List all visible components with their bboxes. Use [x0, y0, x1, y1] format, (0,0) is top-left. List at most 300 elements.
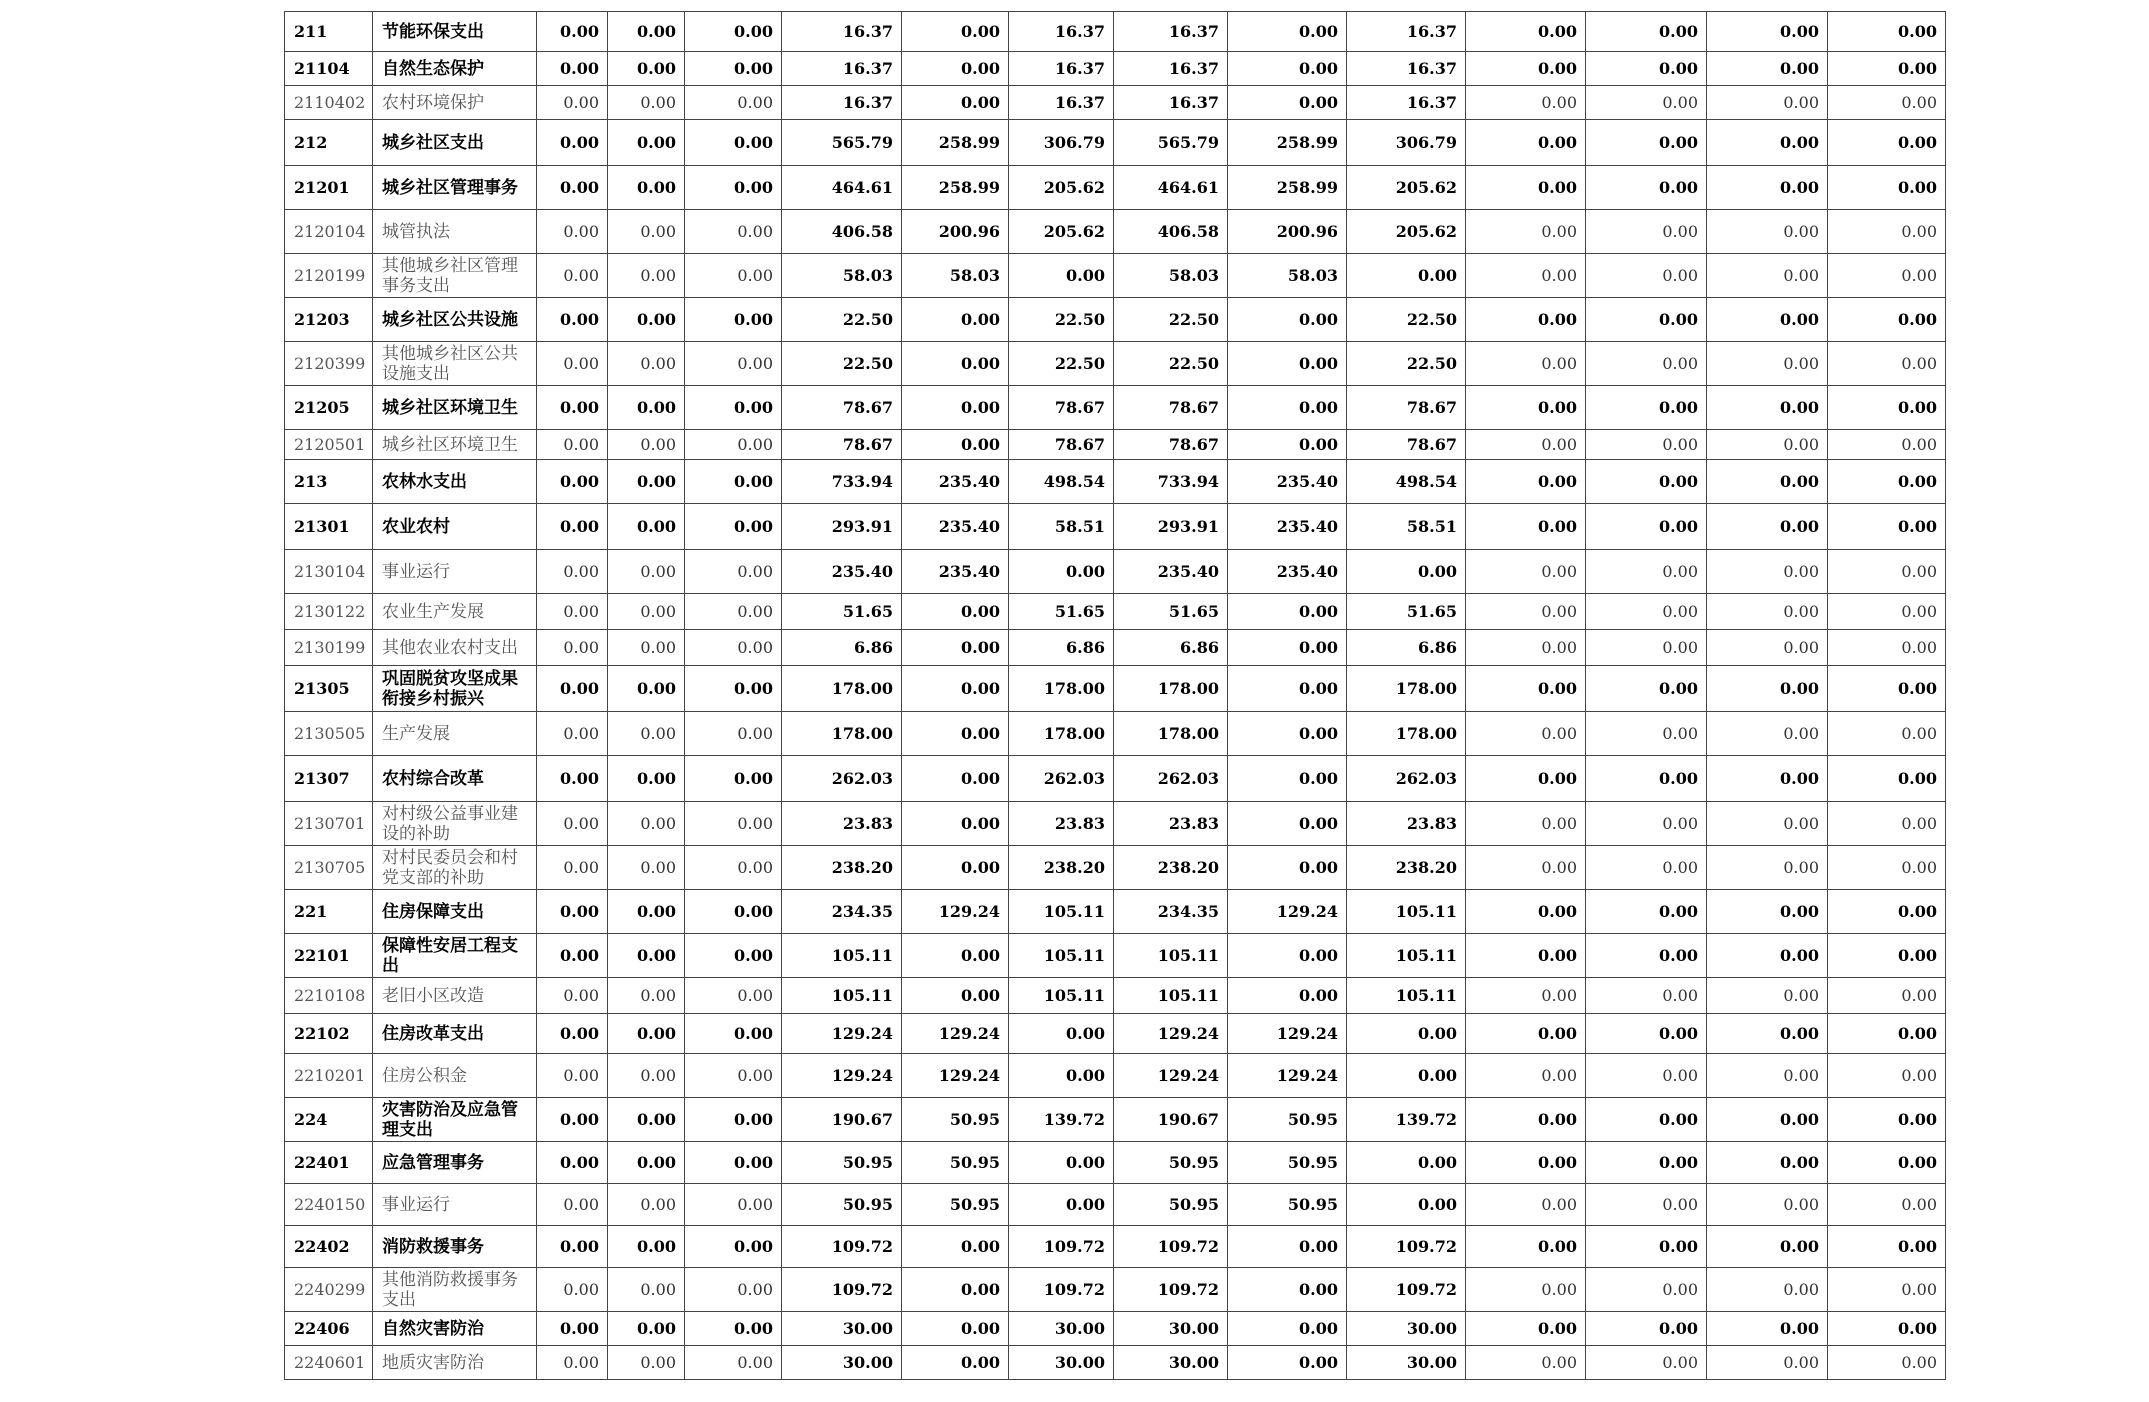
amount-cell: 58.03	[1114, 254, 1228, 298]
amount-cell: 733.94	[782, 460, 902, 504]
amount-cell: 0.00	[537, 12, 608, 52]
subject-code-cell: 21307	[285, 756, 373, 802]
amount-cell: 0.00	[1828, 430, 1946, 460]
amount-cell: 0.00	[685, 802, 782, 846]
amount-cell: 0.00	[537, 1268, 608, 1312]
amount-cell: 109.72	[1009, 1226, 1114, 1268]
amount-cell: 0.00	[1707, 1184, 1828, 1226]
amount-cell: 0.00	[1828, 978, 1946, 1014]
amount-cell: 190.67	[782, 1098, 902, 1142]
amount-cell: 0.00	[1707, 712, 1828, 756]
amount-cell: 51.65	[1009, 594, 1114, 630]
amount-cell: 0.00	[902, 12, 1009, 52]
amount-cell: 0.00	[537, 430, 608, 460]
subject-code-cell: 2120501	[285, 430, 373, 460]
amount-cell: 306.79	[1009, 120, 1114, 166]
amount-cell: 0.00	[902, 934, 1009, 978]
amount-cell: 235.40	[1228, 504, 1347, 550]
amount-cell: 51.65	[1347, 594, 1466, 630]
amount-cell: 0.00	[1347, 550, 1466, 594]
amount-cell: 0.00	[1466, 430, 1586, 460]
subject-name-cell: 农业农村	[373, 504, 537, 550]
amount-cell: 109.72	[1114, 1268, 1228, 1312]
table-row	[285, 460, 1946, 504]
subject-name-cell: 城管执法	[373, 210, 537, 254]
amount-cell: 0.00	[608, 934, 685, 978]
amount-cell: 0.00	[1586, 1142, 1707, 1184]
amount-cell: 258.99	[902, 166, 1009, 210]
amount-cell: 498.54	[1347, 460, 1466, 504]
amount-cell: 0.00	[902, 430, 1009, 460]
table-row	[285, 1098, 1946, 1142]
amount-cell: 0.00	[1228, 802, 1347, 846]
amount-cell: 235.40	[902, 504, 1009, 550]
subject-name-cell: 城乡社区支出	[373, 120, 537, 166]
amount-cell: 16.37	[782, 52, 902, 86]
table-row	[285, 166, 1946, 210]
amount-cell: 0.00	[1586, 1346, 1707, 1380]
amount-cell: 0.00	[1228, 342, 1347, 386]
amount-cell: 0.00	[685, 254, 782, 298]
amount-cell: 0.00	[537, 756, 608, 802]
amount-cell: 0.00	[608, 712, 685, 756]
amount-cell: 0.00	[537, 1346, 608, 1380]
amount-cell: 0.00	[537, 630, 608, 666]
subject-name-cell: 地质灾害防治	[373, 1346, 537, 1380]
amount-cell: 0.00	[608, 1268, 685, 1312]
amount-cell: 262.03	[1114, 756, 1228, 802]
amount-cell: 178.00	[1347, 712, 1466, 756]
subject-name-cell: 农村综合改革	[373, 756, 537, 802]
amount-cell: 178.00	[1114, 666, 1228, 712]
amount-cell: 78.67	[1347, 430, 1466, 460]
amount-cell: 0.00	[608, 254, 685, 298]
amount-cell: 0.00	[608, 386, 685, 430]
amount-cell: 0.00	[1828, 460, 1946, 504]
amount-cell: 0.00	[537, 120, 608, 166]
amount-cell: 0.00	[1828, 630, 1946, 666]
amount-cell: 0.00	[685, 386, 782, 430]
amount-cell: 0.00	[1466, 254, 1586, 298]
amount-cell: 0.00	[1009, 1184, 1114, 1226]
amount-cell: 16.37	[782, 86, 902, 120]
amount-cell: 0.00	[1828, 846, 1946, 890]
amount-cell: 0.00	[1009, 254, 1114, 298]
amount-cell: 0.00	[685, 1142, 782, 1184]
amount-cell: 0.00	[1466, 1098, 1586, 1142]
amount-cell: 129.24	[1228, 890, 1347, 934]
amount-cell: 129.24	[782, 1014, 902, 1054]
amount-cell: 0.00	[1228, 1312, 1347, 1346]
amount-cell: 109.72	[1347, 1268, 1466, 1312]
amount-cell: 0.00	[1707, 504, 1828, 550]
amount-cell: 0.00	[1347, 1054, 1466, 1098]
amount-cell: 0.00	[1347, 1014, 1466, 1054]
amount-cell: 109.72	[782, 1268, 902, 1312]
amount-cell: 16.37	[1114, 12, 1228, 52]
subject-name-cell: 灾害防治及应急管理支出	[373, 1098, 537, 1142]
amount-cell: 0.00	[685, 430, 782, 460]
amount-cell: 0.00	[1586, 630, 1707, 666]
amount-cell: 0.00	[1707, 430, 1828, 460]
amount-cell: 16.37	[1114, 86, 1228, 120]
amount-cell: 0.00	[1828, 666, 1946, 712]
amount-cell: 178.00	[1009, 666, 1114, 712]
amount-cell: 0.00	[1466, 630, 1586, 666]
amount-cell: 406.58	[782, 210, 902, 254]
amount-cell: 0.00	[1228, 430, 1347, 460]
amount-cell: 58.03	[1228, 254, 1347, 298]
amount-cell: 0.00	[1828, 934, 1946, 978]
amount-cell: 30.00	[1114, 1312, 1228, 1346]
subject-code-cell: 2120199	[285, 254, 373, 298]
amount-cell: 51.65	[1114, 594, 1228, 630]
amount-cell: 0.00	[685, 756, 782, 802]
amount-cell: 0.00	[1828, 298, 1946, 342]
amount-cell: 0.00	[1466, 594, 1586, 630]
amount-cell: 0.00	[1228, 52, 1347, 86]
amount-cell: 58.03	[782, 254, 902, 298]
amount-cell: 0.00	[537, 166, 608, 210]
subject-name-cell: 事业运行	[373, 1184, 537, 1226]
amount-cell: 235.40	[1228, 460, 1347, 504]
amount-cell: 30.00	[782, 1312, 902, 1346]
amount-cell: 0.00	[902, 594, 1009, 630]
amount-cell: 22.50	[782, 298, 902, 342]
subject-code-cell: 2120104	[285, 210, 373, 254]
amount-cell: 0.00	[537, 934, 608, 978]
amount-cell: 22.50	[1347, 298, 1466, 342]
amount-cell: 0.00	[608, 210, 685, 254]
table-row	[285, 978, 1946, 1014]
amount-cell: 0.00	[608, 1184, 685, 1226]
amount-cell: 0.00	[1586, 298, 1707, 342]
subject-name-cell: 其他农业农村支出	[373, 630, 537, 666]
amount-cell: 0.00	[1586, 1184, 1707, 1226]
amount-cell: 0.00	[1707, 978, 1828, 1014]
amount-cell: 105.11	[1114, 934, 1228, 978]
amount-cell: 0.00	[608, 1142, 685, 1184]
subject-name-cell: 老旧小区改造	[373, 978, 537, 1014]
amount-cell: 16.37	[1009, 86, 1114, 120]
subject-name-cell: 城乡社区环境卫生	[373, 430, 537, 460]
amount-cell: 0.00	[902, 712, 1009, 756]
amount-cell: 0.00	[902, 1268, 1009, 1312]
table-row	[285, 430, 1946, 460]
amount-cell: 0.00	[902, 52, 1009, 86]
amount-cell: 0.00	[1466, 342, 1586, 386]
amount-cell: 78.67	[782, 386, 902, 430]
amount-cell: 16.37	[1347, 52, 1466, 86]
amount-cell: 0.00	[1586, 550, 1707, 594]
amount-cell: 178.00	[782, 666, 902, 712]
subject-code-cell: 2240601	[285, 1346, 373, 1380]
table-row	[285, 386, 1946, 430]
amount-cell: 0.00	[685, 210, 782, 254]
amount-cell: 0.00	[608, 630, 685, 666]
amount-cell: 0.00	[1586, 166, 1707, 210]
amount-cell: 0.00	[1228, 756, 1347, 802]
amount-cell: 0.00	[685, 166, 782, 210]
amount-cell: 238.20	[1347, 846, 1466, 890]
amount-cell: 6.86	[1347, 630, 1466, 666]
amount-cell: 0.00	[1347, 1142, 1466, 1184]
amount-cell: 234.35	[782, 890, 902, 934]
amount-cell: 23.83	[782, 802, 902, 846]
amount-cell: 0.00	[537, 254, 608, 298]
amount-cell: 30.00	[1009, 1312, 1114, 1346]
amount-cell: 0.00	[1347, 254, 1466, 298]
amount-cell: 0.00	[902, 1226, 1009, 1268]
amount-cell: 0.00	[685, 846, 782, 890]
amount-cell: 0.00	[685, 12, 782, 52]
amount-cell: 262.03	[1347, 756, 1466, 802]
amount-cell: 0.00	[1009, 1054, 1114, 1098]
amount-cell: 0.00	[608, 298, 685, 342]
table-row	[285, 1184, 1946, 1226]
table-row	[285, 210, 1946, 254]
amount-cell: 205.62	[1009, 210, 1114, 254]
amount-cell: 0.00	[1707, 934, 1828, 978]
table-row	[285, 1346, 1946, 1380]
amount-cell: 0.00	[1466, 1142, 1586, 1184]
amount-cell: 0.00	[1828, 890, 1946, 934]
amount-cell: 0.00	[685, 1268, 782, 1312]
amount-cell: 0.00	[1586, 1226, 1707, 1268]
amount-cell: 23.83	[1347, 802, 1466, 846]
amount-cell: 0.00	[902, 978, 1009, 1014]
amount-cell: 0.00	[1828, 1098, 1946, 1142]
amount-cell: 0.00	[1707, 52, 1828, 86]
table-row	[285, 1142, 1946, 1184]
amount-cell: 50.95	[1114, 1184, 1228, 1226]
amount-cell: 129.24	[1228, 1054, 1347, 1098]
subject-code-cell: 2130199	[285, 630, 373, 666]
amount-cell: 0.00	[685, 298, 782, 342]
amount-cell: 0.00	[537, 1184, 608, 1226]
amount-cell: 0.00	[685, 342, 782, 386]
table-row	[285, 86, 1946, 120]
amount-cell: 0.00	[1466, 1268, 1586, 1312]
amount-cell: 0.00	[1009, 1014, 1114, 1054]
amount-cell: 0.00	[1828, 1142, 1946, 1184]
amount-cell: 0.00	[1586, 978, 1707, 1014]
amount-cell: 105.11	[782, 978, 902, 1014]
amount-cell: 0.00	[1586, 386, 1707, 430]
amount-cell: 0.00	[902, 802, 1009, 846]
amount-cell: 0.00	[1466, 1226, 1586, 1268]
table-row	[285, 12, 1946, 52]
amount-cell: 0.00	[1586, 210, 1707, 254]
amount-cell: 0.00	[537, 1054, 608, 1098]
subject-code-cell: 21305	[285, 666, 373, 712]
subject-name-cell: 住房公积金	[373, 1054, 537, 1098]
amount-cell: 0.00	[1707, 460, 1828, 504]
subject-name-cell: 生产发展	[373, 712, 537, 756]
subject-name-cell: 城乡社区环境卫生	[373, 386, 537, 430]
amount-cell: 0.00	[537, 386, 608, 430]
amount-cell: 22.50	[1114, 298, 1228, 342]
amount-cell: 0.00	[537, 86, 608, 120]
amount-cell: 200.96	[902, 210, 1009, 254]
amount-cell: 0.00	[685, 1346, 782, 1380]
amount-cell: 6.86	[1009, 630, 1114, 666]
amount-cell: 30.00	[1347, 1312, 1466, 1346]
subject-name-cell: 农林水支出	[373, 460, 537, 504]
amount-cell: 0.00	[537, 1014, 608, 1054]
subject-name-cell: 其他城乡社区管理事务支出	[373, 254, 537, 298]
table-row	[285, 550, 1946, 594]
amount-cell: 0.00	[1466, 890, 1586, 934]
amount-cell: 0.00	[685, 460, 782, 504]
amount-cell: 0.00	[1228, 386, 1347, 430]
amount-cell: 16.37	[1114, 52, 1228, 86]
table-row	[285, 1226, 1946, 1268]
amount-cell: 0.00	[902, 298, 1009, 342]
amount-cell: 16.37	[1347, 12, 1466, 52]
amount-cell: 0.00	[1466, 12, 1586, 52]
table-row	[285, 890, 1946, 934]
amount-cell: 0.00	[1828, 86, 1946, 120]
amount-cell: 0.00	[902, 756, 1009, 802]
amount-cell: 0.00	[1586, 934, 1707, 978]
amount-cell: 0.00	[1586, 504, 1707, 550]
amount-cell: 258.99	[1228, 166, 1347, 210]
subject-code-cell: 22101	[285, 934, 373, 978]
subject-code-cell: 2120399	[285, 342, 373, 386]
amount-cell: 109.72	[782, 1226, 902, 1268]
amount-cell: 0.00	[1707, 386, 1828, 430]
amount-cell: 0.00	[608, 120, 685, 166]
amount-cell: 30.00	[1347, 1346, 1466, 1380]
amount-cell: 0.00	[1466, 1054, 1586, 1098]
amount-cell: 0.00	[685, 120, 782, 166]
amount-cell: 0.00	[608, 430, 685, 460]
amount-cell: 733.94	[1114, 460, 1228, 504]
amount-cell: 0.00	[1828, 802, 1946, 846]
amount-cell: 0.00	[1466, 756, 1586, 802]
amount-cell: 0.00	[685, 1312, 782, 1346]
amount-cell: 0.00	[1466, 52, 1586, 86]
amount-cell: 105.11	[1009, 934, 1114, 978]
amount-cell: 0.00	[1586, 1268, 1707, 1312]
amount-cell: 16.37	[1347, 86, 1466, 120]
amount-cell: 0.00	[537, 594, 608, 630]
amount-cell: 235.40	[902, 550, 1009, 594]
amount-cell: 0.00	[608, 846, 685, 890]
amount-cell: 0.00	[685, 1014, 782, 1054]
subject-code-cell: 212	[285, 120, 373, 166]
amount-cell: 0.00	[1228, 630, 1347, 666]
amount-cell: 78.67	[1009, 430, 1114, 460]
amount-cell: 16.37	[782, 12, 902, 52]
amount-cell: 262.03	[782, 756, 902, 802]
amount-cell: 0.00	[608, 12, 685, 52]
amount-cell: 178.00	[1347, 666, 1466, 712]
amount-cell: 0.00	[1466, 934, 1586, 978]
amount-cell: 0.00	[608, 166, 685, 210]
amount-cell: 0.00	[537, 298, 608, 342]
table-row	[285, 846, 1946, 890]
amount-cell: 0.00	[537, 1226, 608, 1268]
amount-cell: 0.00	[537, 846, 608, 890]
amount-cell: 0.00	[902, 86, 1009, 120]
amount-cell: 0.00	[1707, 342, 1828, 386]
amount-cell: 0.00	[685, 1226, 782, 1268]
amount-cell: 16.37	[1009, 52, 1114, 86]
subject-name-cell: 事业运行	[373, 550, 537, 594]
amount-cell: 0.00	[685, 630, 782, 666]
table-row	[285, 712, 1946, 756]
amount-cell: 0.00	[685, 978, 782, 1014]
amount-cell: 0.00	[1466, 504, 1586, 550]
subject-code-cell: 22401	[285, 1142, 373, 1184]
amount-cell: 0.00	[1707, 12, 1828, 52]
amount-cell: 0.00	[537, 712, 608, 756]
subject-code-cell: 21205	[285, 386, 373, 430]
table-row	[285, 52, 1946, 86]
amount-cell: 6.86	[782, 630, 902, 666]
amount-cell: 0.00	[1466, 460, 1586, 504]
amount-cell: 0.00	[1828, 386, 1946, 430]
amount-cell: 190.67	[1114, 1098, 1228, 1142]
amount-cell: 0.00	[608, 550, 685, 594]
amount-cell: 105.11	[1347, 978, 1466, 1014]
amount-cell: 78.67	[1114, 430, 1228, 460]
subject-code-cell: 2240299	[285, 1268, 373, 1312]
table-row	[285, 254, 1946, 298]
amount-cell: 0.00	[1586, 1098, 1707, 1142]
subject-code-cell: 2240150	[285, 1184, 373, 1226]
amount-cell: 0.00	[1707, 1346, 1828, 1380]
amount-cell: 0.00	[1586, 712, 1707, 756]
amount-cell: 78.67	[1009, 386, 1114, 430]
subject-name-cell: 自然生态保护	[373, 52, 537, 86]
amount-cell: 0.00	[537, 978, 608, 1014]
amount-cell: 0.00	[1707, 1142, 1828, 1184]
amount-cell: 205.62	[1009, 166, 1114, 210]
amount-cell: 0.00	[685, 934, 782, 978]
table-row	[285, 298, 1946, 342]
amount-cell: 0.00	[608, 460, 685, 504]
amount-cell: 0.00	[902, 630, 1009, 666]
amount-cell: 0.00	[1707, 666, 1828, 712]
amount-cell: 0.00	[537, 210, 608, 254]
amount-cell: 0.00	[1228, 86, 1347, 120]
amount-cell: 0.00	[1586, 1312, 1707, 1346]
amount-cell: 0.00	[1347, 1184, 1466, 1226]
subject-name-cell: 住房保障支出	[373, 890, 537, 934]
amount-cell: 235.40	[782, 550, 902, 594]
amount-cell: 0.00	[1828, 12, 1946, 52]
amount-cell: 0.00	[1707, 846, 1828, 890]
amount-cell: 78.67	[782, 430, 902, 460]
amount-cell: 0.00	[1466, 210, 1586, 254]
amount-cell: 0.00	[1586, 120, 1707, 166]
amount-cell: 109.72	[1114, 1226, 1228, 1268]
amount-cell: 0.00	[1466, 666, 1586, 712]
subject-code-cell: 2130505	[285, 712, 373, 756]
amount-cell: 258.99	[1228, 120, 1347, 166]
amount-cell: 50.95	[902, 1142, 1009, 1184]
amount-cell: 0.00	[1466, 1184, 1586, 1226]
amount-cell: 0.00	[1228, 1226, 1347, 1268]
amount-cell: 238.20	[1009, 846, 1114, 890]
subject-code-cell: 21203	[285, 298, 373, 342]
amount-cell: 238.20	[782, 846, 902, 890]
subject-code-cell: 2130122	[285, 594, 373, 630]
amount-cell: 139.72	[1009, 1098, 1114, 1142]
